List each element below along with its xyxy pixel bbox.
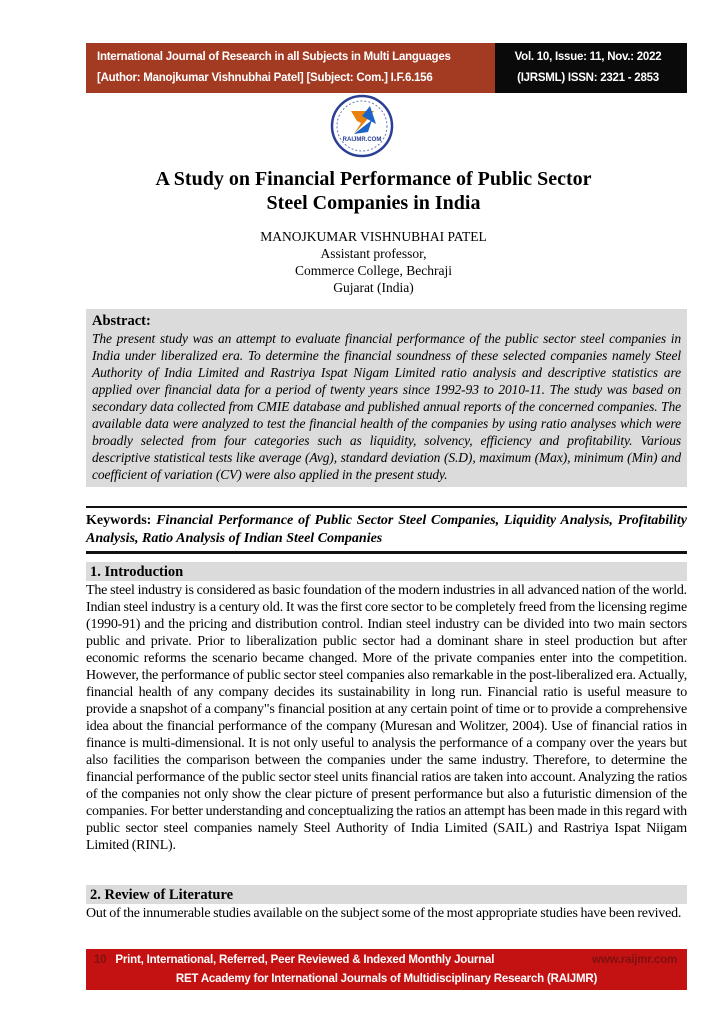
issn-text: (IJRSML) ISSN: 2321 - 2853	[517, 72, 659, 84]
issn	[495, 68, 681, 89]
footer-line1	[86, 950, 687, 970]
keywords-text-value: Financial Performance of Public Sector Steel Companies, Liquidity Analysis, Profitability Analysis, Ratio Analysis of Indian Steel Companies	[86, 513, 687, 546]
page-footer	[86, 949, 687, 990]
page-number: 10	[94, 954, 107, 966]
keywords-label: Keywords:	[86, 513, 152, 528]
section-heading-introduction: 1. Introduction	[86, 562, 687, 581]
author-subject-line: [Author: Manojkumar Vishnubhai Patel] [Subject: Com.] I.F.6.156	[97, 72, 433, 84]
review-paragraph: Out of the innumerable studies available on the subject some of the most appropriate studies have been revived.	[86, 906, 682, 921]
author-block	[73, 228, 674, 296]
abstract-label: Abstract:	[92, 313, 151, 329]
keywords-text	[86, 513, 687, 546]
footer-academy-line: RET Academy for International Journals of Multidisciplinary Research (RAIJMR)	[175, 973, 598, 985]
divider-below-keywords	[86, 551, 687, 554]
keywords-block	[86, 512, 687, 548]
journal-name: International Journal of Research in all Subjects in Multi Languages	[97, 51, 451, 63]
raijmr-logo-icon	[330, 94, 394, 158]
footer-spacer	[494, 950, 592, 970]
paper-title	[73, 167, 674, 215]
section-heading-review-of-literature: 2. Review of Literature	[86, 885, 687, 904]
abstract-box	[86, 309, 687, 487]
author-position: Assistant professor,	[320, 246, 427, 261]
footer-website: www.raijmr.com	[592, 954, 677, 966]
title-line1: A Study on Financial Performance of Public Sector	[155, 168, 592, 190]
author-location: Gujarat (India)	[333, 280, 414, 295]
footer-journal-type: Print, International, Referred, Peer Reviewed & Indexed Monthly Journal	[115, 954, 495, 966]
page-header	[86, 43, 687, 93]
abstract-text: The present study was an attempt to evaluate financial performance of the public sector steel companies in India under liberalized era. To determine the financial soundness of these selected companies namely Steel Authority of India Limited and Rastriya Ispat Nigam Limited ratio analysis and descriptive statistics are applied over financial data for a period of twenty years since 1992-93 to 2010-11. The study was based on secondary data collected from CMIE database and published annual reports of the concerned companies. The available data were analyzed to test the financial health of the companies by using ratio analyses which were broadly selected from four categories such as liquidity, solvency, efficiency and profitability. Various descriptive statistical tests like average (Avg), standard deviation (S.D), maximum (Max), minimum (Min) and coefficient of variation (CV) were also applied in the present study.	[92, 331, 681, 482]
author-name: MANOJKUMAR VISHNUBHAI PATEL	[260, 229, 487, 244]
introduction-paragraph: The steel industry is considered as basic foundation of the modern industries in all advanced nation of the world. Indian steel industry is a century old. It was the first core sector to be completely freed from the licensing regime (1990-91) and the pricing and distribution control. Indian steel industry can be divided into two main sectors public and private. Prior to liberalization public sector had a dominant share in steel production but after economic reforms the scenario became changed. More of the private companies enter into the competition. However, the performance of public sector steel companies also remarkable in the post-liberalized era. Actually, financial health of any company decides its sustainability in long run. Financial ratio is useful measure to provide a snapshot of a company"s financial position at any certain point of time or to provide a comprehensive idea about the financial performance of the company (Muresan and Wolitzer, 2004). Use of financial ratios in finance is multi-dimensional. It is not only useful to analysis the performance of a company over the years but also facilities the comparison between the companies under the same industry. Therefore, to determine the financial performance of the public sector steel units financial ratios are taken into account. Analyzing the ratios of the companies not only show the clear picture of present performance but also a futuristic dimension of the companies. For better understanding and conceptualizing the ratios an attempt has been made in this regard with public sector steel companies namely Steel Authority of India Limited (SAIL) and Rastriya Ispat Niigam Limited (RINL).	[86, 583, 687, 853]
author-institution: Commerce College, Bechraji	[294, 263, 453, 278]
logo-text: RAIJMR.COM	[342, 137, 382, 143]
divider-above-keywords	[86, 506, 687, 508]
header-issue-info	[495, 43, 687, 93]
title-line2: Steel Companies in India	[266, 192, 481, 214]
header-journal-info	[86, 43, 495, 93]
volume-issue: Vol. 10, Issue: 11, Nov.: 2022	[514, 51, 662, 63]
